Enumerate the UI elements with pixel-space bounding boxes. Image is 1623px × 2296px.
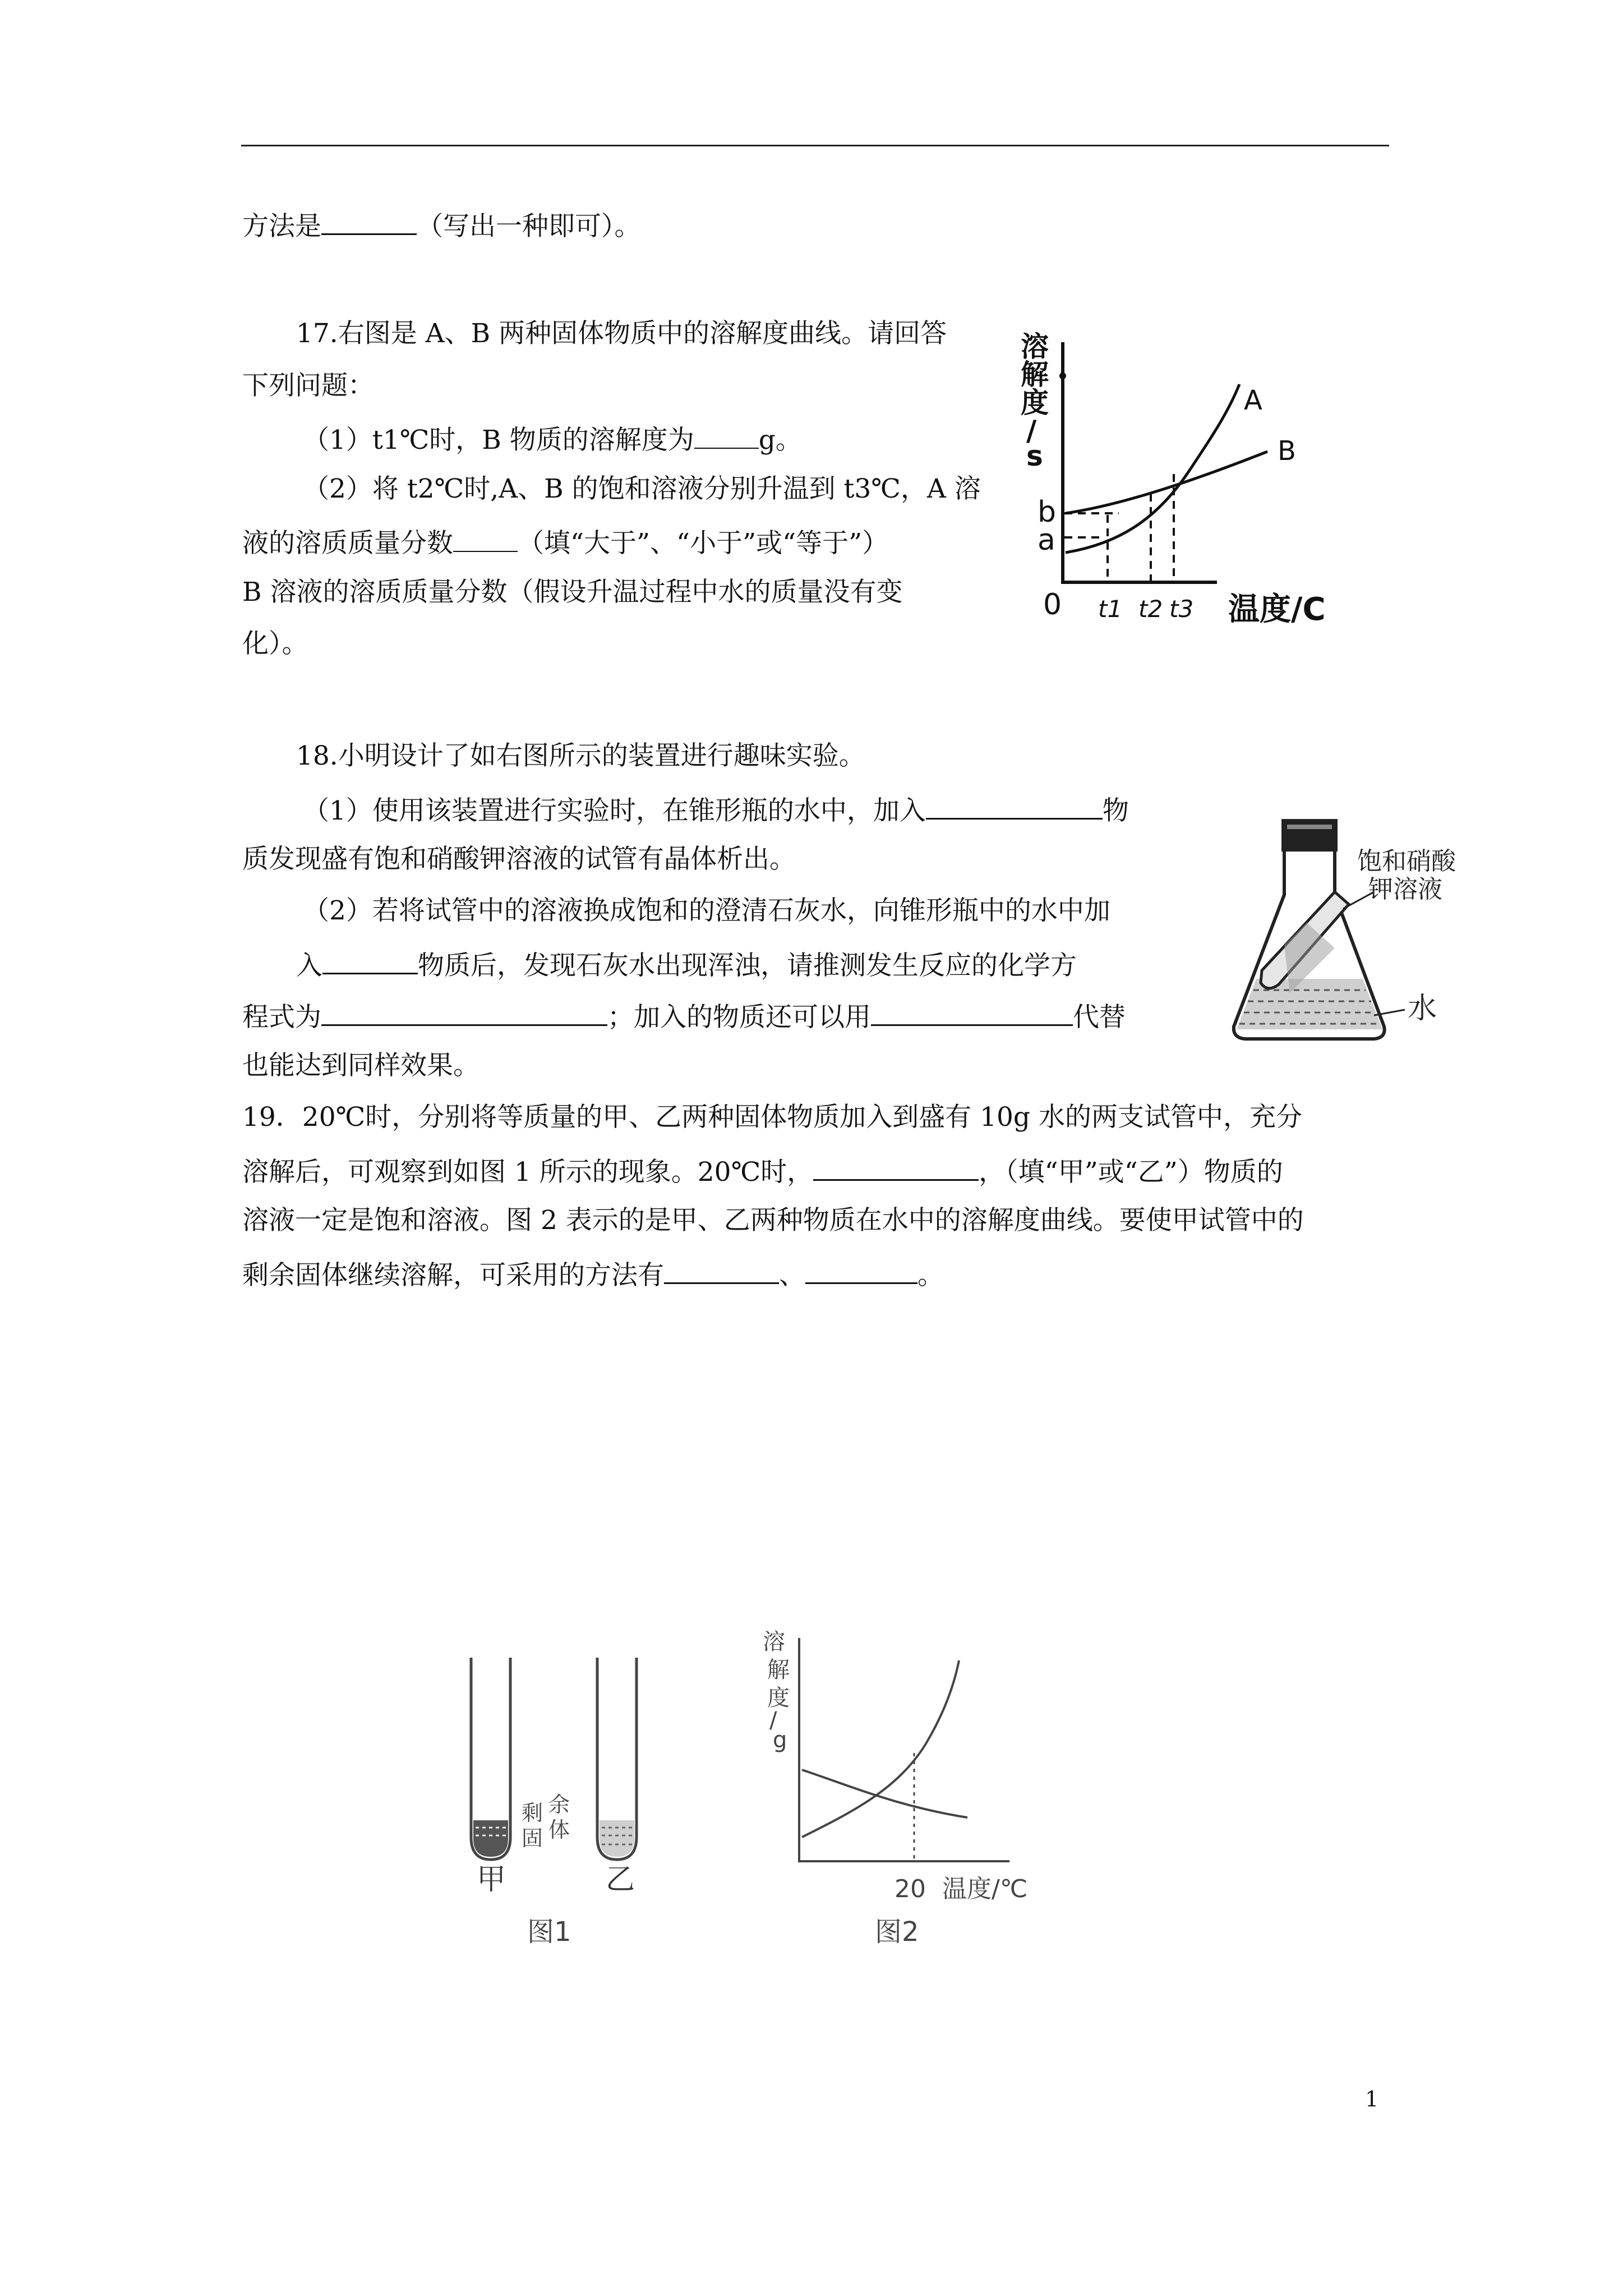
tube-jia-figure xyxy=(471,1658,570,1897)
q18-sub2-line2 xyxy=(296,946,1077,983)
tube-yi-figure xyxy=(597,1658,637,1897)
q17-sub2-line2-prefix: 液的溶质质量分数 xyxy=(242,528,453,559)
tube-yi-label: 乙 xyxy=(606,1863,635,1897)
q17-solubility-chart xyxy=(1009,331,1357,645)
q17-curve-a xyxy=(1066,384,1239,553)
residue-label-char: 余 xyxy=(548,1792,570,1817)
q16-suffix: （写出一种即可）。 xyxy=(417,211,641,242)
stopper xyxy=(1281,819,1338,852)
page-number: 1 xyxy=(1365,2087,1379,2111)
q19-line4-prefix: 剩余固体继续溶解，可采用的方法有 xyxy=(242,1260,664,1291)
fig2-ylabel-char: / xyxy=(769,1708,777,1733)
q17-ylabel-char: 解 xyxy=(1021,358,1049,391)
fig2-ylabel-char: 溶 xyxy=(763,1629,785,1655)
q17-ytick-a: a xyxy=(1038,523,1055,557)
q17-origin: 0 xyxy=(1043,588,1062,622)
q17-curve-b xyxy=(1066,452,1267,513)
q18-sub2-blank1[interactable] xyxy=(322,946,418,974)
q18-sub2-line3 xyxy=(242,997,1126,1034)
q19-line2 xyxy=(242,1152,1283,1189)
q17-xtick-t3: t3 xyxy=(1169,595,1194,623)
q18-line1: 18.小明设计了如右图所示的装置进行趣味实验。 xyxy=(296,740,865,771)
q19-line4-sep: 、 xyxy=(779,1260,805,1291)
q17-ytick-b: b xyxy=(1038,495,1057,529)
q18-sub1-line2: 质发现盛有饱和硝酸钾溶液的试管有晶体析出。 xyxy=(242,844,796,875)
residue-label-char: 剩 xyxy=(522,1801,543,1825)
q19-line3: 溶液一定是饱和溶液。图 2 表示的是甲、乙两种物质在水中的溶解度曲线。要使甲试管中的 xyxy=(242,1205,1304,1236)
q17-curve-label-a: A xyxy=(1244,385,1262,416)
q17-sub1-prefix: （1）t1℃时，B 物质的溶解度为 xyxy=(303,425,694,455)
q19-method2-blank[interactable] xyxy=(805,1255,917,1284)
q17-ylabel-char: / xyxy=(1026,415,1037,447)
q17-sub1-suffix: g。 xyxy=(758,425,802,455)
fig2-xtick-20: 20 xyxy=(895,1875,926,1903)
q17-sub2-line2 xyxy=(242,524,888,560)
q17-line2: 下列问题： xyxy=(242,370,374,401)
tube-label-line1: 饱和硝酸 xyxy=(1357,847,1456,876)
water-label: 水 xyxy=(1408,992,1437,1025)
q18-sub1 xyxy=(303,791,1129,828)
q18-flask-figure xyxy=(1223,808,1481,1055)
header-rule xyxy=(241,145,1389,146)
q17-sub1-blank[interactable] xyxy=(694,421,759,449)
fig2-ylabel-char: 度 xyxy=(767,1685,790,1711)
q19-line4 xyxy=(242,1255,944,1292)
flask-water xyxy=(1237,979,1382,1029)
q17-sub2-blank[interactable] xyxy=(453,524,518,552)
q17-curve-label-b: B xyxy=(1278,435,1296,467)
q17-ylabel-char: 度 xyxy=(1021,386,1049,419)
fig2-ylabel-char: 解 xyxy=(767,1657,790,1683)
q17-sub2-line2-suffix: （填“大于”、“小于”或“等于”） xyxy=(518,528,889,559)
q17-sub2-line4: 化）。 xyxy=(242,628,308,659)
q17-sub1 xyxy=(303,421,802,457)
q18-sub2-line2-suffix: 物质后，发现石灰水出现浑浊，请推测发生反应的化学方 xyxy=(418,950,1077,981)
q18-sub2-line4: 也能达到同样效果。 xyxy=(242,1050,479,1081)
q17-axis-dot xyxy=(1059,372,1066,379)
fig2-xlabel: 温度/℃ xyxy=(942,1875,1028,1903)
fig1-caption: 图1 xyxy=(527,1916,571,1948)
q17-ylabel-char: 溶 xyxy=(1021,331,1049,363)
q19-line2-suffix: ，（填“甲”或“乙”）物质的 xyxy=(979,1157,1283,1188)
q19-line2-prefix: 溶解后，可观察到如图 1 所示的现象。20℃时， xyxy=(242,1157,814,1188)
tube-label-line2: 钾溶液 xyxy=(1368,875,1442,904)
q16-answer-blank[interactable] xyxy=(321,206,417,235)
q18-sub2-line3-suffix: 代替 xyxy=(1073,1002,1126,1033)
q19-line1: 19．20℃时，分别将等质量的甲、乙两种固体物质加入到盛有 10g 水的两支试管中，充分 xyxy=(242,1102,1302,1133)
q19-line4-suffix: 。 xyxy=(917,1260,944,1291)
residue-label-char: 固 xyxy=(522,1826,543,1851)
tube-jia-label: 甲 xyxy=(477,1863,506,1897)
q17-xlabel: 温度/C xyxy=(1228,591,1326,628)
q17-xtick-t2: t2 xyxy=(1138,595,1163,623)
q18-sub2-line2-prefix: 入 xyxy=(296,950,322,981)
fig2-caption: 图2 xyxy=(875,1916,919,1948)
q17-ylabel-char: s xyxy=(1026,440,1043,472)
q16-tail-line xyxy=(242,206,641,243)
q19-which-blank[interactable] xyxy=(813,1152,979,1181)
q18-equation-blank[interactable] xyxy=(321,997,607,1026)
q17-xtick-t1: t1 xyxy=(1098,595,1123,623)
residue-label-char: 体 xyxy=(548,1818,570,1842)
q18-substitute-blank[interactable] xyxy=(871,997,1073,1026)
fig2-solubility-chart xyxy=(763,1629,1027,1948)
fig2-curve-yi xyxy=(802,1770,967,1818)
q17-sub2-line3: B 溶液的溶质质量分数（假设升温过程中水的质量没有变 xyxy=(242,577,903,608)
q19-method1-blank[interactable] xyxy=(664,1255,779,1284)
q18-sub2-line1: （2）若将试管中的溶液换成饱和的澄清石灰水，向锥形瓶中的水中加 xyxy=(303,895,1110,926)
q18-sub2-line3-prefix: 程式为 xyxy=(242,1002,321,1033)
q16-prefix: 方法是 xyxy=(242,211,321,242)
q18-sub1-suffix: 物 xyxy=(1102,795,1129,826)
q18-sub2-line3-mid: ；加入的物质还可以用 xyxy=(607,1002,871,1033)
q17-line1: 17.右图是 A、B 两种固体物质中的溶解度曲线。请回答 xyxy=(296,318,947,349)
q17-sub2-line1: （2）将 t2℃时,A、B 的饱和溶液分别升温到 t3℃，A 溶 xyxy=(303,473,981,504)
fig2-ylabel-char: g xyxy=(773,1727,787,1753)
q18-sub1-prefix: （1）使用该装置进行实验时，在锥形瓶的水中，加入 xyxy=(303,795,926,826)
q18-sub1-blank[interactable] xyxy=(926,791,1103,820)
q19-figures xyxy=(449,1627,1094,1963)
